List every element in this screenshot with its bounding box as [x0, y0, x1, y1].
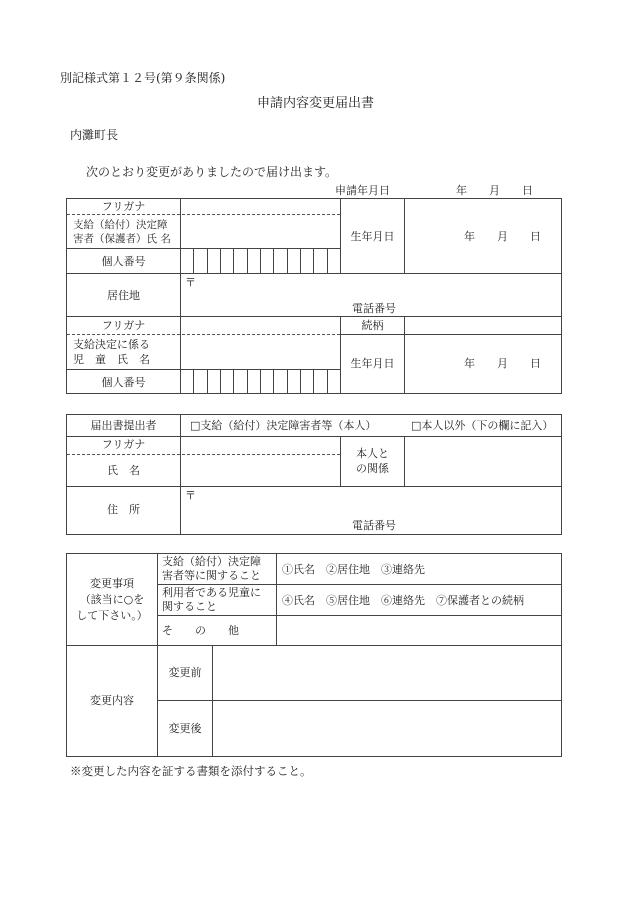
- submitter-relation-field[interactable]: [405, 437, 562, 486]
- page-title: 申請内容変更届出書: [257, 96, 375, 111]
- after-label: 変更後: [168, 722, 202, 735]
- submitter-option-self[interactable]: □支給（給付）決定障害者等（本人）: [190, 419, 377, 432]
- submitter-option-other[interactable]: □本人以外（下の欄に記入）: [411, 419, 554, 432]
- applicant-phone-label: 電話番号: [352, 302, 396, 315]
- row3-label: そ の 他: [162, 624, 239, 637]
- row1-options[interactable]: ①氏名 ②居住地 ③連絡先: [282, 563, 425, 576]
- submitter-label: 届出書提出者: [90, 419, 157, 432]
- child-birth-units[interactable]: 年 月 日: [464, 357, 541, 370]
- child-name-label-line1: 支給決定に係る: [73, 338, 150, 351]
- submitter-phone-label: 電話番号: [352, 519, 396, 532]
- submitter-furigana-label: フリガナ: [101, 438, 146, 451]
- submitter-furigana-field[interactable]: [181, 437, 340, 454]
- addressee: 内灘町長: [70, 128, 119, 142]
- row1-label-line1: 支給（給付）決定障: [162, 555, 261, 568]
- submitter-postal-mark-icon: 〒: [185, 489, 196, 502]
- change-items-label-line1: 変更事項: [90, 577, 134, 590]
- child-relation-field[interactable]: [405, 317, 562, 334]
- before-field[interactable]: [213, 646, 562, 700]
- submitter-name-label: 氏 名: [107, 464, 140, 477]
- applicant-name-field[interactable]: [181, 215, 340, 248]
- child-furigana-label: フリガナ: [101, 319, 146, 332]
- child-furigana-field[interactable]: [181, 317, 340, 334]
- applicant-name-label-line1: 支給（給付）決定障: [73, 219, 168, 231]
- child-name-label-line2: 児 童 氏 名: [73, 353, 150, 366]
- application-date-units: 年 月 日: [456, 184, 533, 197]
- submitter-relation-label-line2: の関係: [356, 462, 389, 475]
- row2-options[interactable]: ④氏名 ⑤居住地 ⑥連絡先 ⑦保護者との続柄: [282, 594, 524, 607]
- footnote: ※変更した内容を証する書類を添付すること。: [70, 764, 312, 778]
- form-number: 別記様式第１２号(第９条関係): [60, 71, 226, 85]
- submitter-name-field[interactable]: [181, 455, 340, 486]
- applicant-id-label: 個人番号: [101, 255, 146, 268]
- after-field[interactable]: [213, 701, 562, 757]
- change-items-label-line3: して下さい。）: [76, 609, 148, 622]
- child-name-field[interactable]: [181, 335, 340, 369]
- row2-label-line1: 利用者である児童に: [162, 586, 261, 599]
- applicant-name-label-line2: 害者（保護者）氏 名: [73, 233, 171, 245]
- postal-mark-icon: 〒: [185, 276, 196, 289]
- child-id-label: 個人番号: [101, 376, 146, 389]
- applicant-furigana-label: フリガナ: [101, 200, 146, 213]
- other-field[interactable]: [277, 616, 562, 645]
- applicant-birth-units[interactable]: 年 月 日: [464, 230, 541, 243]
- before-label: 変更前: [168, 666, 202, 679]
- applicant-furigana-field[interactable]: [181, 199, 340, 214]
- submitter-relation-label-line1: 本人と: [356, 447, 389, 460]
- intro-text: 次のとおり変更がありましたので届け出ます。: [86, 165, 338, 179]
- row2-label-line2: 関すること: [162, 600, 217, 613]
- change-content-label: 変更内容: [90, 694, 134, 707]
- child-birth-label: 生年月日: [350, 357, 395, 370]
- applicant-birth-label: 生年月日: [350, 230, 395, 243]
- submitter-address-label: 住 所: [107, 503, 140, 516]
- applicant-address-label: 居住地: [107, 289, 140, 302]
- row1-label-line2: 害者等に関すること: [162, 569, 261, 582]
- child-relation-label: 続柄: [361, 319, 384, 332]
- application-date-label: 申請年月日: [335, 184, 390, 197]
- change-items-label-line2: （該当に○を: [79, 593, 145, 606]
